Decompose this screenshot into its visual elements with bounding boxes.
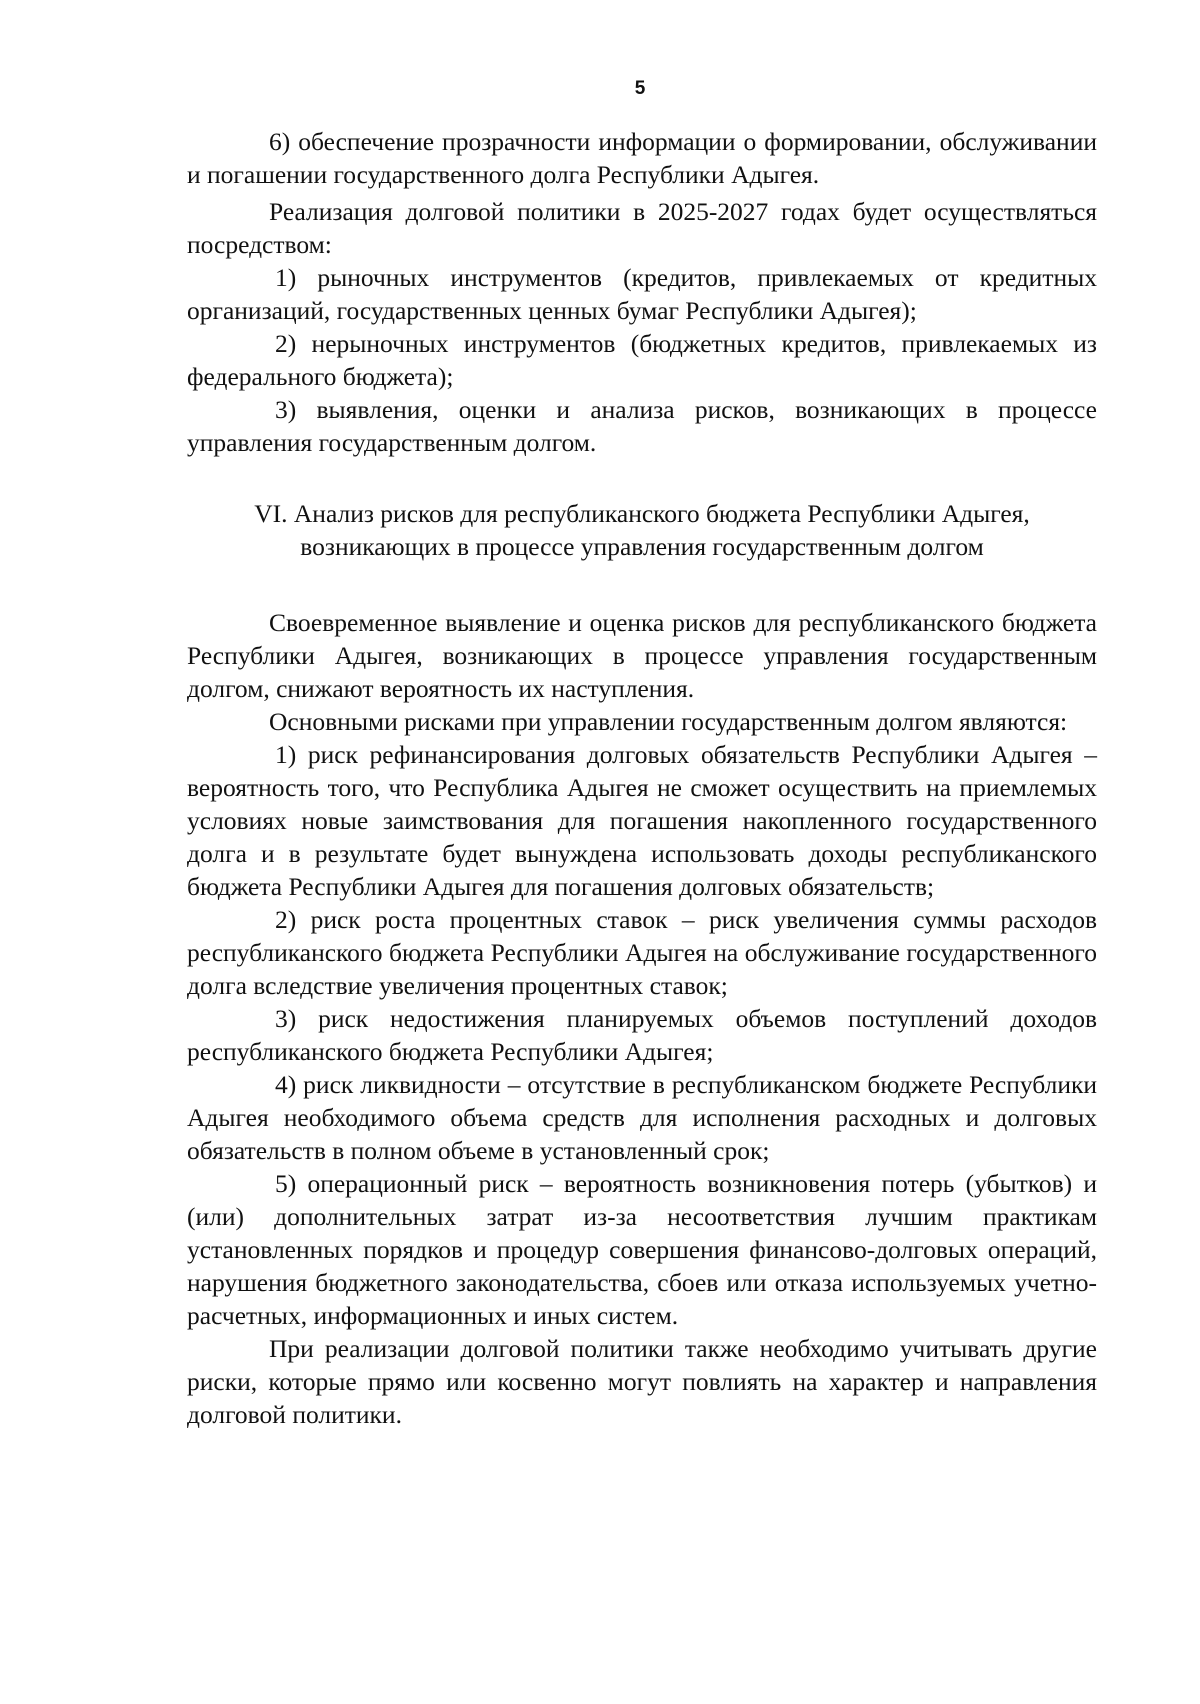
section-heading-line-2: возникающих в процессе управления государственным долгом <box>300 532 984 561</box>
paragraph-item-6: 6) обеспечение прозрачности информации о формировании, обслуживании и погашении государственного долга Республики Адыгея. <box>187 127 1097 189</box>
paragraph-other-risks: При реализации долговой политики также необходимо учитывать другие риски, которые прямо или косвенно могут повлиять на характер и направления долговой политики. <box>187 1334 1097 1429</box>
section-heading-line-1: VI. Анализ рисков для республиканского бюджета Республики Адыгея, <box>254 499 1030 528</box>
paragraph-implementation: Реализация долговой политики в 2025-2027 годах будет осуществляться посредством: <box>187 197 1097 259</box>
paragraph-main-risks: Основными рисками при управлении государственным долгом являются: <box>269 707 1068 736</box>
page-number: 5 <box>634 78 646 99</box>
paragraph-liquidity-risk: 4) риск ликвидности – отсутствие в республиканском бюджете Республики Адыгея необходимого объема средств для исполнения расходных и долговых обязательств в полном объеме в установленный срок; <box>187 1070 1097 1165</box>
paragraph-risk-identification: 3) выявления, оценки и анализа рисков, возникающих в процессе управления государственным долгом. <box>187 395 1097 457</box>
spacer <box>187 563 1097 606</box>
paragraph-market-instruments: 1) рыночных инструментов (кредитов, привлекаемых от кредитных организаций, государственных ценных бумаг Республики Адыгея); <box>187 263 1097 325</box>
paragraph-operational-risk: 5) операционный риск – вероятность возникновения потерь (убытков) и (или) дополнительных затрат из-за несоответствия лучшим практикам установленных порядков и процедур совершения финансово-долговых операций, нарушения бюджетного законодательства, сбоев или отказа используемых учетно-расчетных, информационных и иных систем. <box>187 1169 1097 1330</box>
paragraph-refinancing-risk: 1) риск рефинансирования долговых обязательств Республики Адыгея – вероятность того, что Республика Адыгея не сможет осуществить на приемлемых условиях новые заимствования для погашения накопленного государственного долга и в результате будет вынуждена использовать доходы республиканского бюджета Республики Адыгея для погашения долговых обязательств; <box>187 740 1097 901</box>
paragraph-revenue-risk: 3) риск недостижения планируемых объемов поступлений доходов республиканского бюджета Республики Адыгея; <box>187 1004 1097 1066</box>
paragraph-interest-rate-risk: 2) риск роста процентных ставок – риск увеличения суммы расходов республиканского бюджета Республики Адыгея на обслуживание государственного долга вследствие увеличения процентных ставок; <box>187 905 1097 1000</box>
document-body <box>187 125 1097 1431</box>
section-heading <box>187 497 1097 563</box>
paragraph-timely-identification: Своевременное выявление и оценка рисков для республиканского бюджета Республики Адыгея, возникающих в процессе управления государственным долгом, снижают вероятность их наступления. <box>187 608 1097 703</box>
paragraph-nonmarket-instruments: 2) нерыночных инструментов (бюджетных кредитов, привлекаемых из федерального бюджета); <box>187 329 1097 391</box>
